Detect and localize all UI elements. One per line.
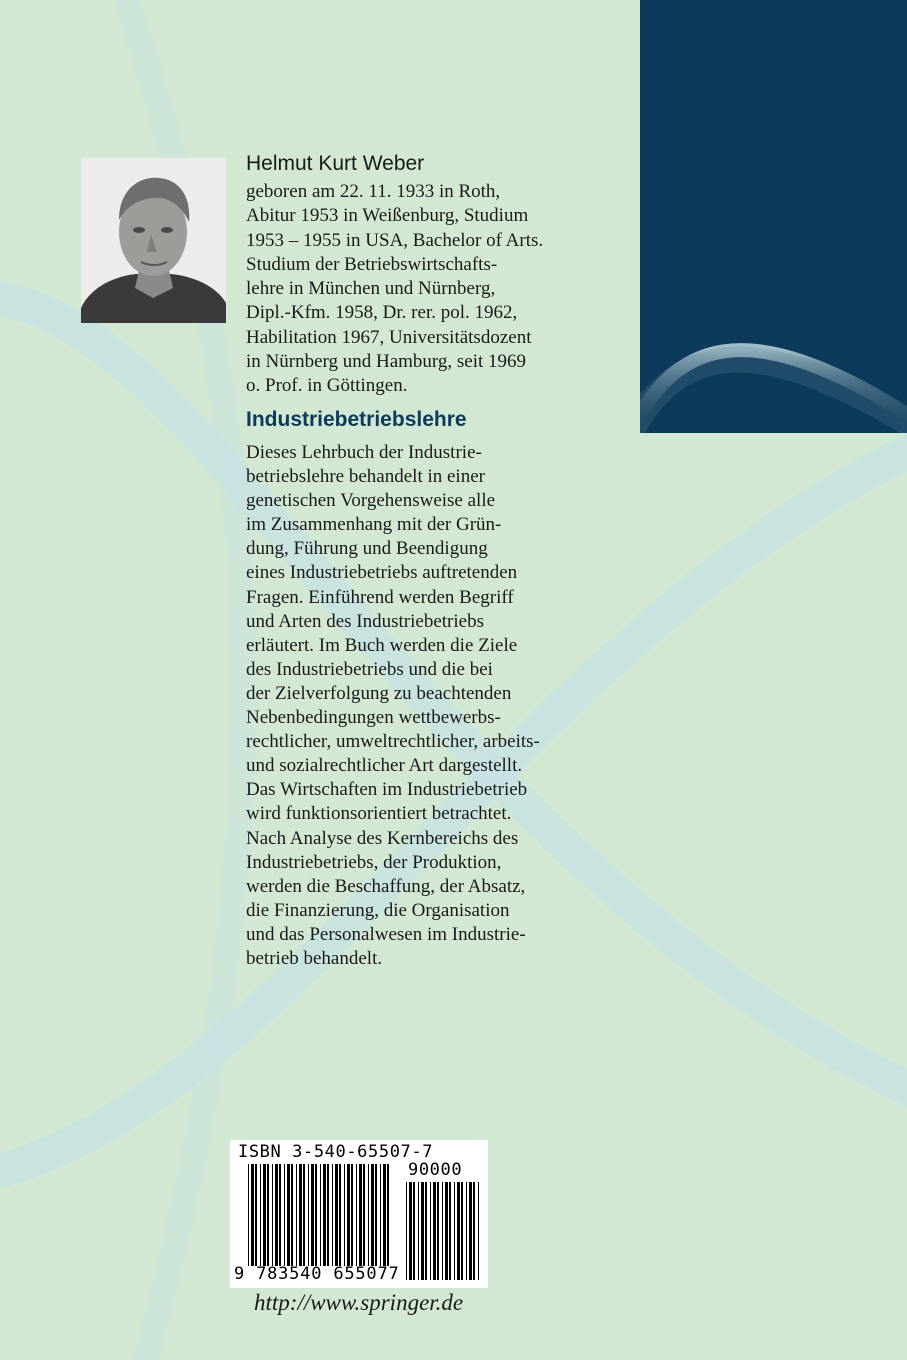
bio-line: 1953 – 1955 in USA, Bachelor of Arts.	[246, 229, 544, 251]
author-bio	[246, 180, 636, 399]
description-line: dung, Führung und Beendigung	[246, 538, 488, 560]
barcode-bar	[380, 1164, 381, 1266]
barcode-bar	[406, 1182, 407, 1280]
barcode-bar	[413, 1182, 415, 1280]
barcode-bar	[284, 1164, 285, 1266]
description-line: Nebenbedingungen wettbewerbs-	[246, 707, 501, 729]
description-line: betriebslehre behandelt in einer	[246, 466, 485, 488]
publisher-url: http://www.springer.de	[254, 1290, 464, 1315]
barcode-bar	[445, 1182, 448, 1280]
barcode-bar	[287, 1164, 290, 1266]
barcode-bar	[437, 1182, 439, 1280]
isbn-number: ISBN 3-540-65507-7	[238, 1142, 434, 1162]
barcode-bar	[478, 1182, 479, 1280]
barcode-bar	[299, 1164, 302, 1266]
description-line: eines Industriebetriebs auftretenden	[246, 562, 518, 584]
barcode-bar	[454, 1182, 455, 1280]
description-line: Nach Analyse des Kernbereichs des	[246, 827, 519, 849]
barcode-bar	[327, 1164, 329, 1266]
author-portrait-image	[81, 158, 226, 323]
barcode-bar	[368, 1164, 369, 1266]
description-line: genetischen Vorgehensweise alle	[246, 490, 496, 512]
description-line: und sozialrechtlicher Art dargestellt.	[246, 755, 523, 777]
description-line: der Zielverfolgung zu beachtenden	[246, 682, 512, 704]
barcode-bar	[323, 1164, 326, 1266]
author-name: Helmut Kurt Weber	[246, 152, 425, 175]
barcode-bar	[425, 1182, 427, 1280]
description-line: Dieses Lehrbuch der Industrie-	[246, 442, 482, 463]
description-line: erläutert. Im Buch werden die Ziele	[246, 634, 518, 656]
barcode-bar	[409, 1182, 412, 1280]
barcode-bar	[344, 1164, 345, 1266]
barcode-bar	[296, 1164, 297, 1266]
isbn-barcode	[230, 1140, 488, 1288]
barcode-bar	[339, 1164, 341, 1266]
barcode-bar	[272, 1164, 273, 1266]
barcode-bar	[335, 1164, 338, 1266]
book-title: Industriebetriebslehre	[246, 408, 467, 431]
barcode-bar	[363, 1164, 365, 1266]
bio-line: Studium der Betriebswirtschafts-	[246, 253, 498, 275]
barcode-bar	[260, 1164, 261, 1266]
description-line: im Zusammenhang mit der Grün-	[246, 514, 502, 536]
barcode-bar	[263, 1164, 266, 1266]
barcode-bar	[320, 1164, 321, 1266]
barcode-bar	[311, 1164, 314, 1266]
barcode-bar	[303, 1164, 305, 1266]
description-line: rechtlicher, umweltrechtlicher, arbeits-	[246, 731, 540, 753]
description-line: wird funktionsorientiert betrachtet.	[246, 803, 512, 825]
bio-line: geboren am 22. 11. 1933 in Roth,	[246, 181, 501, 202]
description-line: des Industriebetriebs und die bei	[246, 658, 493, 680]
barcode-bar	[255, 1164, 257, 1266]
description-line: betrieb behandelt.	[246, 947, 383, 969]
barcode-bar	[356, 1164, 357, 1266]
barcode-bar	[457, 1182, 460, 1280]
bio-line: Dipl.-Kfm. 1958, Dr. rer. pol. 1962,	[246, 302, 518, 324]
description-line: und das Personalwesen im Industrie-	[246, 923, 526, 945]
barcode-bar	[383, 1164, 386, 1266]
description-line: und Arten des Industriebetriebs	[246, 610, 484, 632]
barcode-bar	[332, 1164, 333, 1266]
description-line: Das Wirtschaften im Industriebetrieb	[246, 779, 528, 801]
barcode-bar	[473, 1182, 475, 1280]
arc-glow	[640, 0, 907, 433]
barcode-bar	[449, 1182, 451, 1280]
barcode-bar	[308, 1164, 309, 1266]
corner-panel	[640, 0, 907, 433]
barcode-bar	[279, 1164, 281, 1266]
barcode-bar	[442, 1182, 443, 1280]
description-line: Industriebetriebs, der Produktion,	[246, 851, 502, 873]
barcode-bar	[275, 1164, 278, 1266]
description-line: die Finanzierung, die Organisation	[246, 899, 510, 921]
barcode-bar	[421, 1182, 424, 1280]
barcode-bar	[267, 1164, 269, 1266]
barcode-bar	[466, 1182, 467, 1280]
barcode-bar	[248, 1164, 249, 1266]
description-line: Fragen. Einführend werden Begriff	[246, 586, 514, 608]
barcode-addon-digits: 90000	[408, 1160, 463, 1180]
author-photo	[81, 158, 226, 323]
barcode-bar	[433, 1182, 436, 1280]
ean-digits: 9 783540 655077	[234, 1264, 400, 1284]
bio-line: Habilitation 1967, Universitätsdozent	[246, 326, 532, 348]
barcode-bar	[387, 1164, 389, 1266]
barcode-bar	[418, 1182, 419, 1280]
barcode-bar	[371, 1164, 374, 1266]
barcode-bar	[251, 1164, 254, 1266]
description-line: werden die Beschaffung, der Absatz,	[246, 875, 526, 897]
barcode-bar	[347, 1164, 350, 1266]
barcode-bar	[291, 1164, 293, 1266]
barcode-bar	[351, 1164, 353, 1266]
bio-line: lehre in München und Nürnberg,	[246, 278, 496, 300]
book-description	[246, 441, 641, 971]
bio-line: in Nürnberg und Hamburg, seit 1969	[246, 351, 527, 373]
barcode-bar	[469, 1182, 472, 1280]
barcode-bar	[430, 1182, 431, 1280]
bio-line: o. Prof. in Göttingen.	[246, 375, 408, 397]
barcode-bar	[359, 1164, 362, 1266]
barcode-bar	[315, 1164, 317, 1266]
barcode-bar	[461, 1182, 463, 1280]
barcode-bar	[375, 1164, 377, 1266]
bio-line: Abitur 1953 in Weißenburg, Studium	[246, 205, 529, 227]
